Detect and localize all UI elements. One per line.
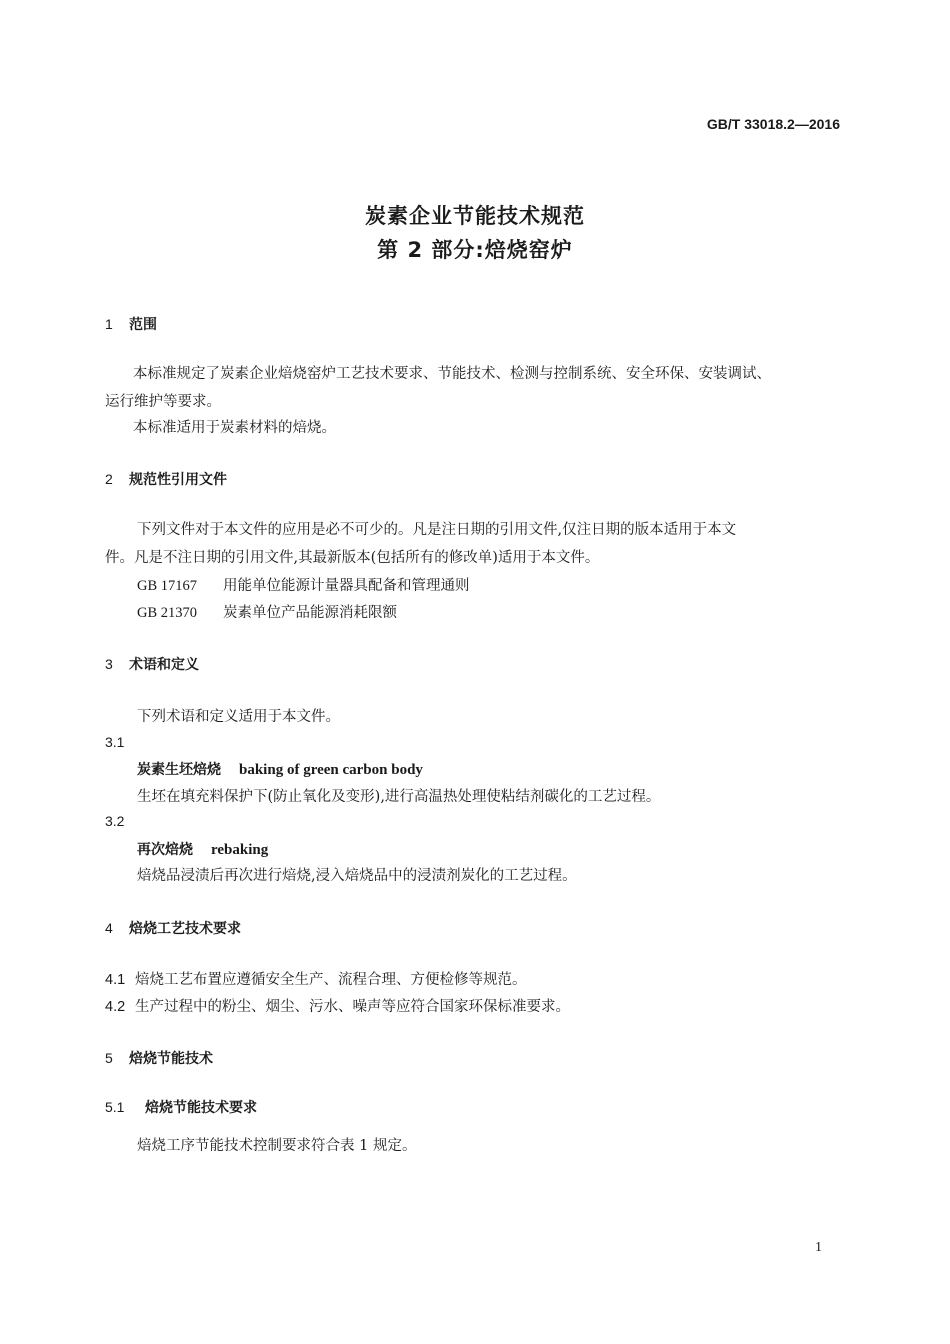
section-title: 规范性引用文件: [129, 472, 227, 488]
section-title: 范围: [129, 317, 157, 333]
term-name: [137, 839, 268, 859]
section-number: 4: [105, 920, 113, 936]
term-number: 3.2: [105, 813, 125, 829]
section-title: 焙烧工艺技术要求: [129, 921, 241, 937]
paragraph: 焙烧工序节能技术控制要求符合表 1 规定。: [137, 1138, 417, 1154]
term-definition: 焙烧品浸渍后再次进行焙烧,浸入焙烧品中的浸渍剂炭化的工艺过程。: [137, 868, 577, 884]
standard-code: GB/T 33018.2—2016: [706, 116, 840, 132]
section-number: 1: [105, 316, 113, 332]
normative-reference: [137, 574, 470, 595]
clause: [105, 968, 527, 989]
term-number: 3.1: [105, 734, 125, 750]
paragraph: 本标准规定了炭素企业焙烧窑炉工艺技术要求、节能技术、检测与控制系统、安全环保、安装调试、: [133, 366, 771, 382]
paragraph: 下列文件对于本文件的应用是必不可少的。凡是注日期的引用文件,仅注日期的版本适用于本文: [137, 522, 737, 538]
term-en: rebaking: [211, 842, 269, 858]
section-2-heading: [105, 469, 227, 489]
reference-title: 炭素单位产品能源消耗限额: [223, 605, 397, 621]
reference-code: GB 17167: [137, 578, 198, 594]
section-number: 2: [105, 471, 113, 487]
document-title-line1: 炭素企业节能技术规范: [365, 204, 585, 228]
section-title: 术语和定义: [129, 657, 199, 673]
page-number: 1: [815, 1240, 822, 1255]
paragraph: 下列术语和定义适用于本文件。: [137, 709, 340, 725]
paragraph: 件。凡是不注日期的引用文件,其最新版本(包括所有的修改单)适用于本文件。: [105, 550, 600, 566]
normative-reference: [137, 601, 397, 622]
subsection-number: 5.1: [105, 1099, 125, 1115]
section-3-heading: [105, 654, 199, 674]
clause-number: 4.1: [105, 972, 126, 988]
paragraph: 运行维护等要求。: [105, 394, 221, 410]
document-title-line2: 第 2 部分:焙烧窑炉: [377, 238, 573, 262]
section-4-heading: [105, 918, 241, 938]
reference-title: 用能单位能源计量器具配备和管理通则: [223, 578, 470, 594]
section-5-heading: [105, 1048, 213, 1068]
term-definition: 生坯在填充料保护下(防止氧化及变形),进行高温热处理使粘结剂碳化的工艺过程。: [137, 789, 661, 805]
clause-text: 焙烧工艺布置应遵循安全生产、流程合理、方便检修等规范。: [135, 972, 527, 988]
section-title: 焙烧节能技术: [129, 1051, 213, 1067]
reference-code: GB 21370: [137, 605, 198, 621]
section-1-heading: [105, 314, 157, 334]
clause: [105, 995, 570, 1016]
section-number: 3: [105, 656, 113, 672]
clause-text: 生产过程中的粉尘、烟尘、污水、噪声等应符合国家环保标准要求。: [135, 999, 570, 1015]
term-en: baking of green carbon body: [239, 762, 423, 778]
subsection-5-1-heading: [105, 1097, 257, 1117]
subsection-title: 焙烧节能技术要求: [145, 1100, 257, 1116]
term-name: [137, 759, 423, 779]
clause-number: 4.2: [105, 999, 126, 1015]
term-zh: 再次焙烧: [137, 842, 193, 858]
term-zh: 炭素生坯焙烧: [137, 762, 221, 778]
section-number: 5: [105, 1050, 113, 1066]
paragraph: 本标准适用于炭素材料的焙烧。: [133, 420, 336, 436]
